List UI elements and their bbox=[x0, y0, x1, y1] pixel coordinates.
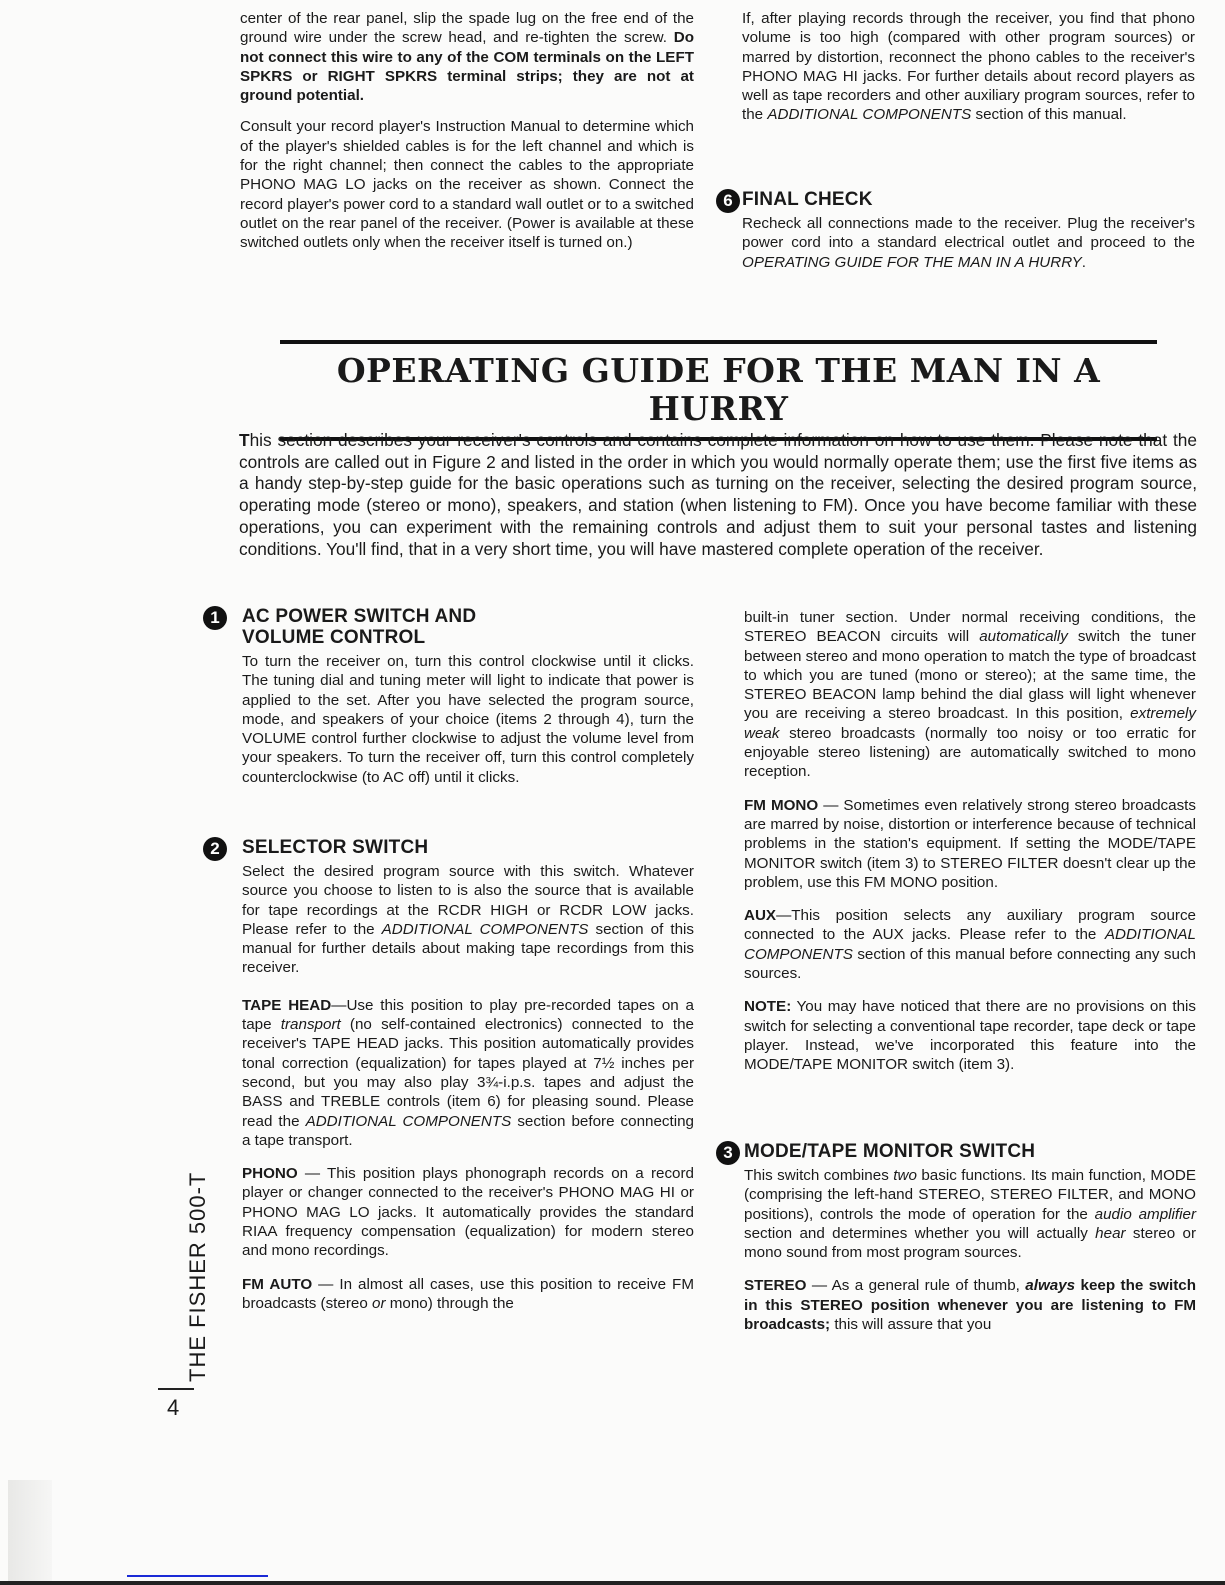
section-title-block bbox=[280, 340, 1157, 441]
tape-head-paragraph: TAPE HEAD—Use this position to play pre-recorded tapes on a tape transport (no self-contained electronics) connected to the receiver's TAPE HEAD jacks. This position automatically provides tonal correction (equalization) for tapes played at 7½ inches per second, but you may also play 3¾-i.p.s. tapes and adjust the BASS and TREBLE controls (item 6) for pleasing sound. Please read the ADDITIONAL COMPONENTS section before connecting a tape transport. bbox=[242, 996, 695, 1149]
item-1-badge: 1 bbox=[203, 606, 227, 630]
item-3-section bbox=[744, 1141, 1196, 1346]
page-bottom-edge bbox=[0, 1581, 1225, 1585]
final-check-section bbox=[742, 189, 1195, 284]
title-rule-top bbox=[280, 340, 1157, 344]
fm-mono-paragraph: FM MONO — Sometimes even relatively strong stereo broadcasts are marred by noise, distortion or interference because of technical problems in the station's equipment. If setting the MODE/TAPE MONITOR switch (item 3) to STEREO FILTER doesn't clear up the problem, use this FM MONO position. bbox=[744, 796, 1196, 891]
phono-paragraph: PHONO — This position plays phonograph records on a record player or changer connected to the receiver's PHONO MAG HI or PHONO MAG LO jacks. It automatically provides the standard RIAA frequency compensation (equalization) for modern stereo and mono recordings. bbox=[242, 1165, 694, 1260]
ground-wire-paragraph: center of the rear panel, slip the spade lug on the free end of the ground wire under the screw head, and re-tighten the screw. Do not connect this wire to any of the COM terminals on the LEFT SPKRS or RIGHT SPKRS terminal strips; they are not at ground potential. bbox=[240, 10, 694, 105]
side-label: THE FISHER 500-T bbox=[185, 1171, 210, 1382]
page-fold-shadow bbox=[8, 1480, 52, 1581]
fm-auto-paragraph-cont: built-in tuner section. Under normal receiving conditions, the STEREO BEACON circuits will automatically switch the tuner between stereo and mono operation to match the type of broadcast to which you are tuned (mono or stereo); at the same time, the STEREO BEACON lamp behind the dial glass will light whenever you are receiving a stereo broadcast. In this position, extremely weak stereo broadcasts (normally too noisy or too erratic for enjoyable stereo listening) are automatically switched to mono reception. bbox=[744, 609, 1196, 781]
right-column bbox=[744, 608, 1196, 1087]
note-paragraph: NOTE: You may have noticed that there are no provisions on this switch for selecting a conventional tape recorder, tape deck or tape player. Instead, we've incorporated this feature into the MODE/TAPE MONITOR switch (item 3). bbox=[744, 998, 1196, 1074]
final-check-text: Recheck all connections made to the receiver. Plug the receiver's power cord into a standard electrical outlet and proceed to the OPERATING GUIDE FOR THE MAN IN A HURRY. bbox=[742, 215, 1195, 271]
stereo-paragraph: STEREO — As a general rule of thumb, always keep the switch in this STEREO position whenever you are listening to FM broadcasts; this will assure that you bbox=[744, 1277, 1196, 1334]
item-2-section bbox=[242, 837, 694, 1325]
page-number: 4 bbox=[167, 1395, 180, 1420]
step-6-badge: 6 bbox=[716, 189, 740, 213]
intro-paragraph: This section describes your receiver's controls and contains complete information on how to use them. Please note that the controls are called out in Figure 2 and listed in the order in which you would normally operate them; use the first five items as a handy step-by-step guide for the basic operations such as turning on the receiver, selecting the desired program source, operating mode (stereo or mono), speakers, and station (when listening to FM). Once you have become familiar with these operations, you can experiment with the remaining controls and adjust them to suit your personal tastes and listening conditions. You'll find, that in a very short time, you will have mastered complete operation of the receiver. bbox=[239, 430, 1197, 559]
section-title: OPERATING GUIDE FOR THE MAN IN A HURRY bbox=[336, 351, 1101, 428]
item-1-text: To turn the receiver on, turn this control clockwise until it clicks. The tuning dial and tuning meter will light to indicate that power is applied to the set. After you have selected the program source, mode, and speakers of your choice (items 2 through 4), turn the VOLUME control further clockwise to adjust the volume level from your speakers. To turn the receiver off, turn this control completely counterclockwise (to AC off) until it clicks. bbox=[242, 653, 694, 786]
item-2-badge: 2 bbox=[203, 837, 227, 861]
item-3-heading: MODE/TAPE MONITOR SWITCH bbox=[744, 1141, 1036, 1162]
item-2-text: Select the desired program source with this switch. Whatever source you choose to listen to is also the source that is available for tape recordings at the RCDR HIGH or RCDR LOW jacks. Please refer to the ADDITIONAL COMPONENTS section of this manual for further details about making tape recordings from this receiver. bbox=[242, 863, 694, 977]
item-3-badge: 3 bbox=[716, 1141, 740, 1165]
page-number-rule bbox=[158, 1388, 194, 1390]
record-player-paragraph: Consult your record player's Instruction Manual to determine which of the player's shielded cables is for the left channel and which is for the right channel; then connect the cables to the appropriate PHONO MAG LO jacks on the receiver as shown. Connect the record player's power cord to a standard wall outlet or to a switched outlet on the rear panel of the receiver. (Power is available at these switched outlets only when the receiver itself is turned on.) bbox=[240, 118, 694, 252]
ground-warning: Do not connect this wire to any of the COM terminals on the LEFT SPKRS or RIGHT SPKRS terminal strips; they are not at ground potential. bbox=[240, 29, 694, 105]
item-2-heading: SELECTOR SWITCH bbox=[242, 837, 429, 858]
fm-auto-paragraph-start: FM AUTO — In almost all cases, use this position to receive FM broadcasts (stereo or mono) through the bbox=[242, 1275, 694, 1312]
item-3-text: This switch combines two basic functions. Its main function, MODE (comprising the left-hand STEREO, STEREO FILTER, and MONO positions), controls the mode of operation for the audio amplifier section and determines whether you will actually hear stereo or mono sound from most program sources. bbox=[744, 1167, 1196, 1262]
item-1-section bbox=[242, 606, 694, 799]
item-1-heading: AC POWER SWITCH AND VOLUME CONTROL bbox=[242, 606, 477, 648]
top-right-column bbox=[742, 9, 1195, 137]
scan-artifact-line bbox=[127, 1575, 268, 1577]
final-check-heading: FINAL CHECK bbox=[742, 189, 873, 210]
top-left-column bbox=[240, 9, 694, 265]
phono-volume-paragraph: If, after playing records through the receiver, you find that phono volume is too high (compared with other program sources) or marred by distortion, reconnect the phono cables to the receiver's PHONO MAG HI jacks. For further details about record players as well as tape recorders and other auxiliary program sources, refer to the ADDITIONAL COMPONENTS section of this manual. bbox=[742, 10, 1195, 124]
aux-paragraph: AUX—This position selects any auxiliary program source connected to the AUX jacks. Please refer to the ADDITIONAL COMPONENTS section of this manual before connecting any such sources. bbox=[744, 907, 1196, 983]
